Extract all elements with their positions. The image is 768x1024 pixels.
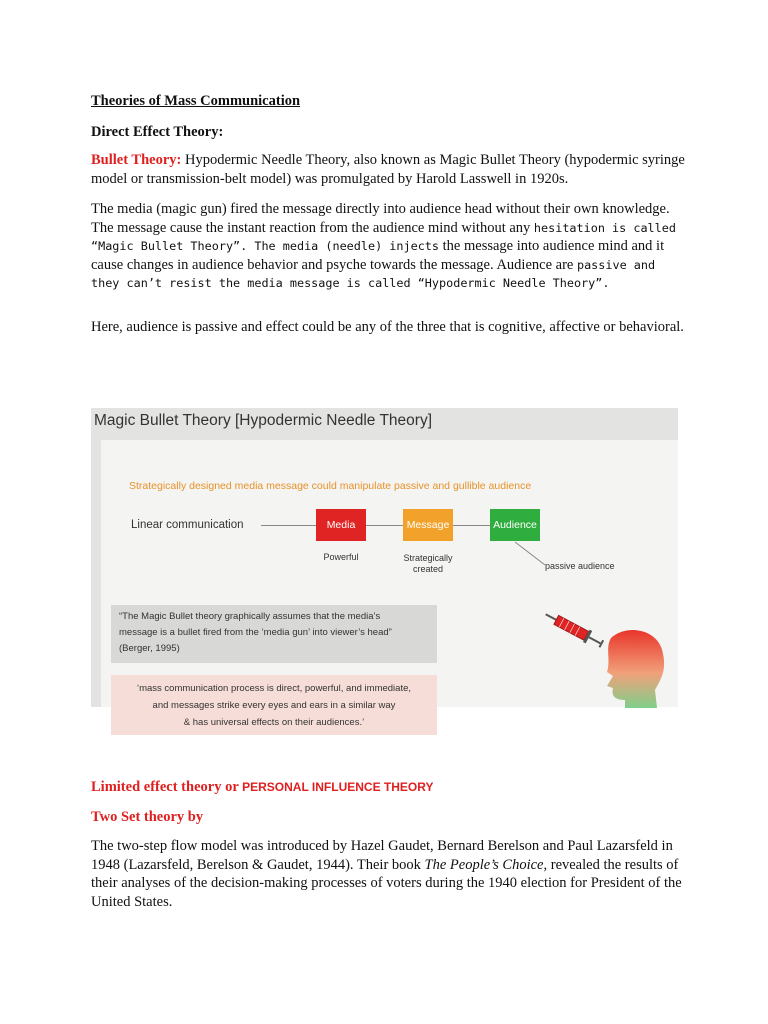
- quote1-line1: “The Magic Bullet theory graphically assumes that the media’s: [119, 611, 381, 622]
- caption-strategic-line2: created: [412, 564, 444, 574]
- figure-panel: [101, 440, 678, 728]
- personal-influence-label: PERSONAL INFLUENCE THEORY: [242, 780, 434, 794]
- two-step-paragraph: [91, 837, 687, 911]
- bullet-theory-text: Hypodermic Needle Theory, also known as Magic Bullet Theory (hypodermic syringe model or transmission-belt model) was promulgated by Harold Lasswell in 1920s.: [91, 152, 685, 187]
- head-icon: [571, 620, 676, 710]
- message-box: Message: [403, 509, 453, 541]
- quote2-line2: and messages strike every eyes and ears in a similar way: [152, 700, 396, 711]
- berger-quote: [111, 605, 437, 663]
- two-set-heading: Two Set theory by: [91, 809, 204, 825]
- para2-mono1: hesitation is called “Magic Bullet Theory”. The media (needle) injects: [91, 220, 676, 253]
- connector-line: [453, 525, 490, 526]
- caption-strategic-line1: Strategically: [403, 553, 453, 563]
- para4-part1: The two-step flow model was introduced by Hazel Gaudet, Bernard Berelson and Paul Lazarsfeld in 1948 (Lazarsfeld, Berelson & Gaudet, 1944). Their book: [91, 838, 673, 873]
- quote1-line2: message is a bullet fired from the ‘media gun’ into viewer’s head”: [119, 627, 392, 638]
- section-heading: Direct Effect Theory:: [91, 124, 224, 140]
- book-title: The People’s Choice: [424, 856, 544, 873]
- passive-audience-paragraph: Here, audience is passive and effect could be any of the three that is cognitive, affective or behavioral.: [91, 319, 684, 335]
- media-box: Media: [316, 509, 366, 541]
- caption-strategic: [398, 553, 458, 575]
- bullet-theory-paragraph: [91, 151, 687, 188]
- para4-part2: , revealed the results of their analyses of the decision-making processes of voters during the 1940 election for President of the United States.: [91, 856, 682, 910]
- connector-line: [261, 525, 316, 526]
- caption-passive-audience: passive audience: [545, 561, 615, 571]
- limited-effect-heading: [91, 779, 433, 796]
- figure-title: Magic Bullet Theory [Hypodermic Needle Theory]: [94, 412, 432, 429]
- magic-gun-paragraph: [91, 200, 687, 293]
- linear-communication-label: Linear communication: [131, 519, 244, 531]
- quote1-line3: (Berger, 1995): [119, 643, 180, 654]
- para2-mono2: passive and they can’t resist the media message is called “Hypodermic Needle Theory”.: [91, 257, 656, 290]
- document-title: Theories of Mass Communication: [91, 93, 301, 109]
- figure-subtitle: Strategically designed media message could manipulate passive and gullible audience: [129, 480, 532, 492]
- quote2-line3: & has universal effects on their audiences.’: [183, 717, 365, 728]
- para2-part1: The media (magic gun) fired the message directly into audience head without their own knowledge. The message cause the instant reaction from the audience mind without any: [91, 201, 670, 236]
- connector-line: [366, 525, 403, 526]
- limited-effect-label: Limited effect theory or: [91, 779, 243, 795]
- magic-bullet-figure: [91, 408, 678, 728]
- para2-part2: the message into audience mind and it cause changes in audience behavior and psyche towards the message. Audience are: [91, 238, 665, 273]
- audience-box: Audience: [490, 509, 540, 541]
- caption-powerful: Powerful: [323, 552, 359, 562]
- mass-communication-quote: [111, 675, 437, 735]
- bullet-theory-label: Bullet Theory:: [91, 152, 182, 168]
- quote2-line1: ‘mass communication process is direct, powerful, and immediate,: [136, 683, 412, 694]
